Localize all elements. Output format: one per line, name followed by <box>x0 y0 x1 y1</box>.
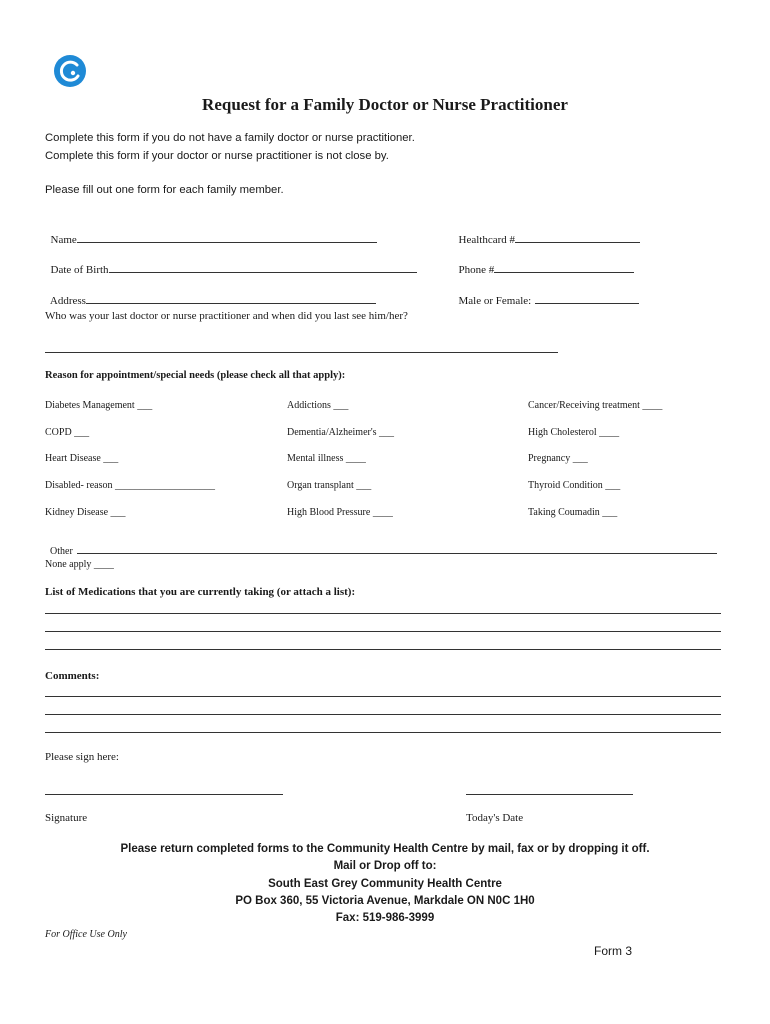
address-label: Address <box>49 295 86 307</box>
date-line[interactable] <box>466 794 633 795</box>
sex-label: Male or Female: <box>458 295 532 307</box>
other-blank[interactable] <box>77 544 717 554</box>
page-title: Request for a Family Doctor or Nurse Practitioner <box>202 95 568 114</box>
dob-field[interactable] <box>45 249 417 276</box>
footer-line-2: Mail or Drop off to: <box>333 860 437 872</box>
comments-line-2[interactable] <box>45 714 721 715</box>
condition-pregnancy[interactable]: Pregnancy ___ <box>528 453 588 464</box>
healthcard-label: Healthcard # <box>458 234 515 246</box>
comments-line-3[interactable] <box>45 732 721 733</box>
intro-line-3: Please fill out one form for each family member. <box>45 184 284 196</box>
footer-line-5: Fax: 519-986-3999 <box>335 912 435 924</box>
logo-icon <box>53 54 87 88</box>
phone-blank[interactable] <box>494 261 634 273</box>
sign-prompt: Please sign here: <box>45 751 119 763</box>
last-doctor-question: Who was your last doctor or nurse practitioner and when did you last see him/her? <box>45 310 408 322</box>
comments-line-1[interactable] <box>45 696 721 697</box>
condition-kidney-disease[interactable]: Kidney Disease ___ <box>45 507 126 518</box>
condition-thyroid[interactable]: Thyroid Condition ___ <box>528 480 621 491</box>
dob-blank[interactable] <box>109 261 417 273</box>
condition-diabetes[interactable]: Diabetes Management ___ <box>45 400 153 411</box>
name-blank[interactable] <box>77 231 377 243</box>
dob-label: Date of Birth <box>50 264 109 276</box>
condition-cancer[interactable]: Cancer/Receiving treatment ____ <box>528 400 663 411</box>
condition-dementia[interactable]: Dementia/Alzheimer's ___ <box>287 427 395 438</box>
form-number: Form 3 <box>594 944 633 958</box>
comments-heading: Comments: <box>45 670 100 682</box>
phone-label: Phone # <box>458 264 495 276</box>
condition-cholesterol[interactable]: High Cholesterol ____ <box>528 427 620 438</box>
address-field[interactable] <box>45 280 376 307</box>
condition-none-apply[interactable]: None apply ____ <box>45 559 114 570</box>
medications-line-3[interactable] <box>45 649 721 650</box>
date-label: Today's Date <box>466 812 524 824</box>
footer-line-1: Please return completed forms to the Community Health Centre by mail, fax or by dropping it off. <box>120 843 650 855</box>
footer-line-3: South East Grey Community Health Centre <box>268 878 502 890</box>
condition-mental-illness[interactable]: Mental illness ____ <box>287 453 366 464</box>
condition-addictions[interactable]: Addictions ___ <box>287 400 349 411</box>
condition-copd[interactable]: COPD ___ <box>45 427 90 438</box>
sex-field[interactable] <box>453 280 639 307</box>
last-doctor-answer-line[interactable] <box>45 352 558 353</box>
name-label: Name <box>50 234 77 246</box>
phone-field[interactable] <box>453 249 634 276</box>
healthcard-field[interactable] <box>453 219 640 246</box>
condition-heart-disease[interactable]: Heart Disease ___ <box>45 453 119 464</box>
other-label: Other <box>50 546 73 557</box>
intro-line-2: Complete this form if your doctor or nurse practitioner is not close by. <box>45 150 389 162</box>
intro-line-1: Complete this form if you do not have a family doctor or nurse practitioner. <box>45 132 415 144</box>
office-use-label: For Office Use Only <box>45 929 127 940</box>
reason-heading: Reason for appointment/special needs (please check all that apply): <box>45 370 346 381</box>
signature-line[interactable] <box>45 794 283 795</box>
signature-label: Signature <box>45 812 88 824</box>
condition-organ-transplant[interactable]: Organ transplant ___ <box>287 480 372 491</box>
address-blank[interactable] <box>86 292 376 304</box>
medications-line-1[interactable] <box>45 613 721 614</box>
condition-disabled[interactable]: Disabled- reason ____________________ <box>45 480 215 491</box>
sex-blank[interactable] <box>535 292 639 304</box>
medications-line-2[interactable] <box>45 631 721 632</box>
condition-coumadin[interactable]: Taking Coumadin ___ <box>528 507 618 518</box>
condition-other[interactable] <box>45 533 717 557</box>
name-field[interactable] <box>45 219 377 246</box>
medications-heading: List of Medications that you are currently taking (or attach a list): <box>45 586 356 598</box>
condition-high-blood-pressure[interactable]: High Blood Pressure ____ <box>287 507 393 518</box>
footer-line-4: PO Box 360, 55 Victoria Avenue, Markdale ON N0C 1H0 <box>235 895 535 907</box>
healthcard-blank[interactable] <box>515 231 640 243</box>
